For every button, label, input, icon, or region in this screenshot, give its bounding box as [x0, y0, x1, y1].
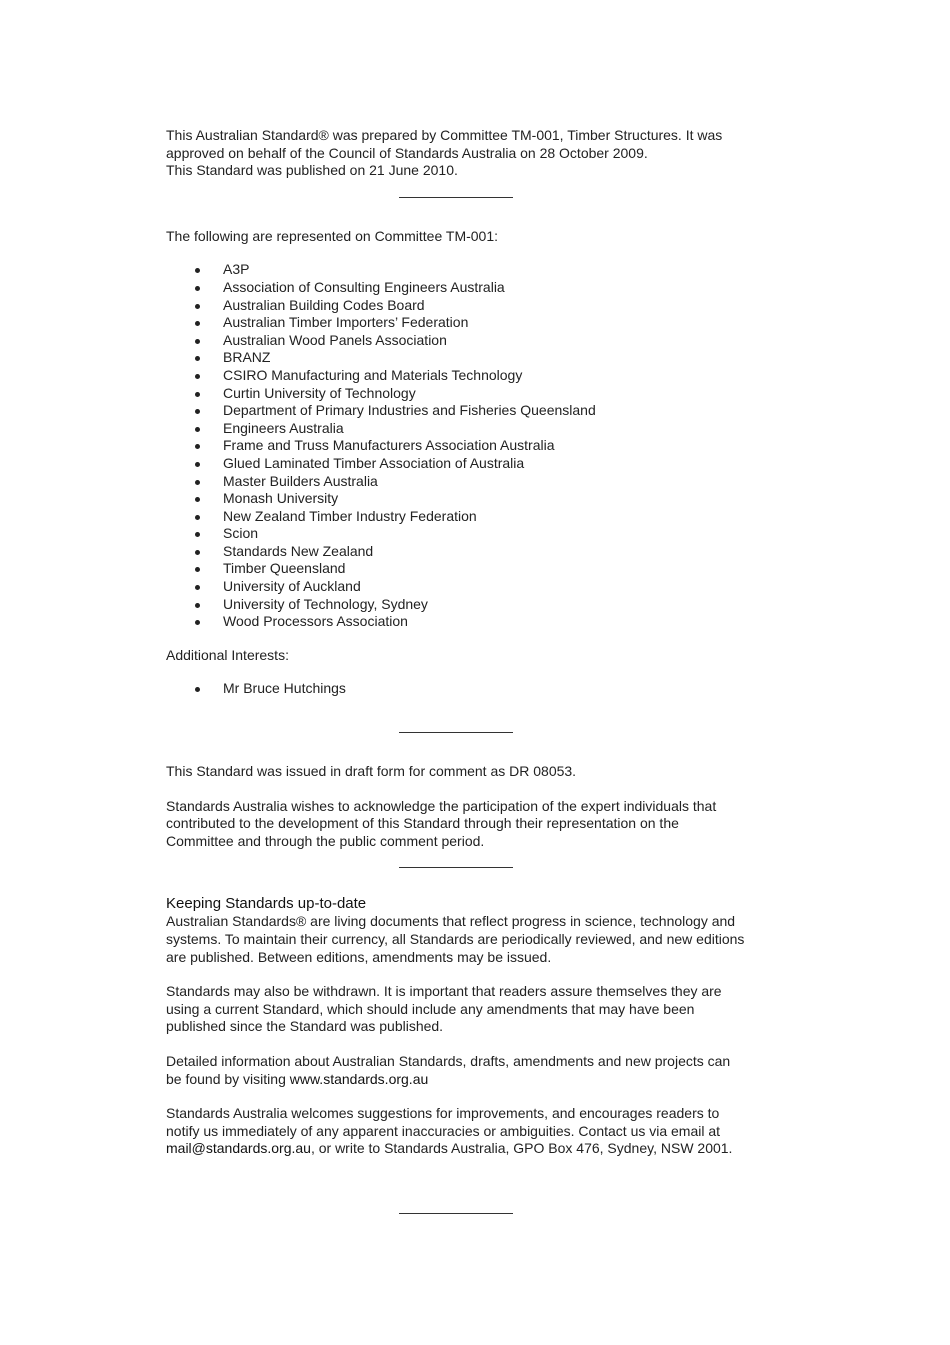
committee-member-item: University of Technology, Sydney — [166, 596, 766, 614]
committee-member-item: Department of Primary Industries and Fisheries Queensland — [166, 402, 766, 420]
committee-member-item: Engineers Australia — [166, 420, 766, 438]
committee-member-item: Association of Consulting Engineers Australia — [166, 279, 766, 297]
additional-interests-list — [166, 680, 766, 698]
committee-member-item: Master Builders Australia — [166, 473, 766, 491]
section-divider — [399, 197, 513, 198]
website-link[interactable]: www.standards.org.au — [289, 1070, 429, 1087]
bullet-icon — [195, 567, 200, 572]
committee-member-item: Australian Wood Panels Association — [166, 332, 766, 350]
bullet-icon — [195, 409, 200, 414]
committee-member-item: Glued Laminated Timber Association of Australia — [166, 455, 766, 473]
committee-member-item: A3P — [166, 261, 766, 279]
committee-member-item: CSIRO Manufacturing and Materials Technology — [166, 367, 766, 385]
bullet-icon — [195, 392, 200, 397]
bullet-icon — [195, 321, 200, 326]
bullet-icon — [195, 427, 200, 432]
committee-member-item: Australian Building Codes Board — [166, 297, 766, 315]
committee-member-item: Wood Processors Association — [166, 613, 766, 631]
email-link[interactable]: mail@standards.org.au — [166, 1140, 311, 1157]
committee-member-item: Frame and Truss Manufacturers Association Australia — [166, 437, 766, 455]
bullet-icon — [195, 304, 200, 309]
committee-member-item: Scion — [166, 525, 766, 543]
website-paragraph: Detailed information about Australian Standards, drafts, amendments and new projects can be found by visiting www.standards.org.au — [166, 1052, 731, 1087]
committee-member-item: Australian Timber Importers’ Federation — [166, 314, 766, 332]
bullet-icon — [195, 444, 200, 449]
committee-member-item: BRANZ — [166, 349, 766, 367]
bullet-icon — [195, 532, 200, 537]
bullet-icon — [195, 356, 200, 361]
living-documents-paragraph: Australian Standards® are living documents that reflect progress in science, technology and systems. To maintain their currency, all Standards are periodically reviewed, and new editions are published. Between editions, amendments may be issued. — [166, 913, 745, 965]
suggestions-paragraph: Standards Australia welcomes suggestions for improvements, and encourages readers to notify us immediately of any apparent inaccuracies or ambiguities. Contact us via email at mail@standards.org.au, or write to Standards Australia, GPO Box 476, Sydney, NSW 2001. — [166, 1105, 733, 1157]
bullet-icon — [195, 462, 200, 467]
bullet-icon — [195, 374, 200, 379]
bullet-icon — [195, 480, 200, 485]
withdrawn-paragraph: Standards may also be withdrawn. It is important that readers assure themselves they are using a current Standard, which should include any amendments that may have been published since the Standard was published. — [166, 983, 722, 1035]
committee-member-list — [166, 261, 766, 630]
bullet-icon — [195, 515, 200, 520]
committee-member-item: Timber Queensland — [166, 560, 766, 578]
preparation-line: approved on behalf of the Council of Standards Australia on 28 October 2009. — [166, 144, 648, 161]
document-page — [166, 127, 766, 1214]
additional-interests-label: Additional Interests: — [166, 646, 289, 663]
bullet-icon — [195, 497, 200, 502]
committee-intro: The following are represented on Committee TM-001: — [166, 227, 499, 244]
bullet-icon — [195, 286, 200, 291]
additional-interest-item: Mr Bruce Hutchings — [166, 680, 766, 698]
preparation-paragraph — [166, 127, 766, 180]
section-divider — [399, 1213, 513, 1214]
committee-member-item: New Zealand Timber Industry Federation — [166, 508, 766, 526]
committee-member-item: Standards New Zealand — [166, 543, 766, 561]
committee-member-item: Curtin University of Technology — [166, 385, 766, 403]
bullet-icon — [195, 585, 200, 590]
bullet-icon — [195, 687, 200, 692]
bullet-icon — [195, 268, 200, 273]
section-divider — [399, 867, 513, 868]
draft-notice: This Standard was issued in draft form for comment as DR 08053. — [166, 763, 577, 780]
section-divider — [399, 732, 513, 733]
preparation-line: This Australian Standard® was prepared by Committee TM-001, Timber Structures. It was — [166, 127, 723, 143]
keeping-up-to-date-heading: Keeping Standards up-to-date — [166, 895, 367, 913]
bullet-icon — [195, 550, 200, 555]
bullet-icon — [195, 339, 200, 344]
committee-member-item: University of Auckland — [166, 578, 766, 596]
bullet-icon — [195, 620, 200, 625]
publication-date-line: This Standard was published on 21 June 2010. — [166, 162, 458, 179]
bullet-icon — [195, 603, 200, 608]
committee-member-item: Monash University — [166, 490, 766, 508]
acknowledgement-paragraph: Standards Australia wishes to acknowledge the participation of the expert individuals that contributed to the development of this Standard through their representation on the Committee and through the public comment period. — [166, 797, 717, 849]
